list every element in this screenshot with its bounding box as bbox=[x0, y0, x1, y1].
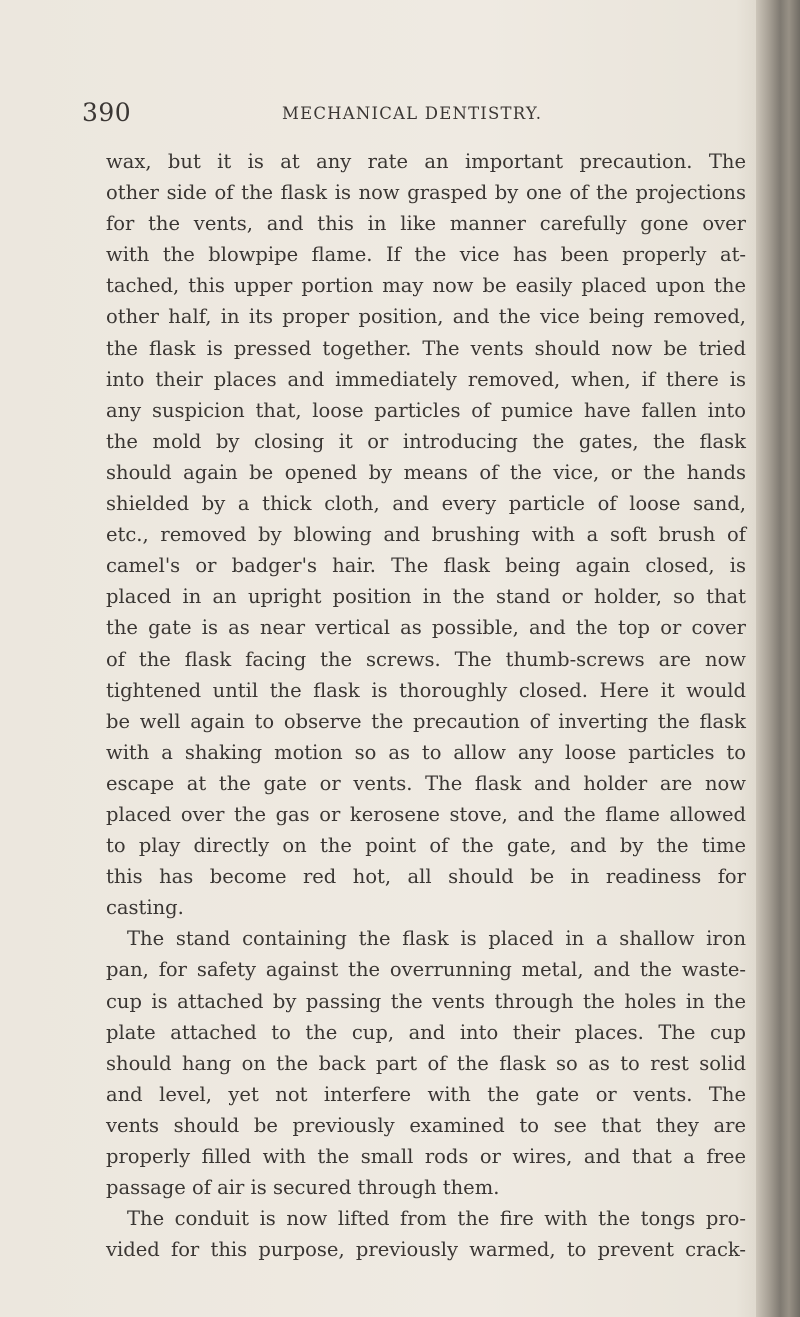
running-head: MECHANICAL DENTISTRY. bbox=[282, 104, 543, 123]
text-line: should again be opened by means of the vice, or the hands bbox=[106, 460, 746, 484]
text-line: casting. bbox=[106, 896, 184, 920]
text-line: other side of the flask is now grasped by one of the projections bbox=[106, 181, 746, 205]
page-binding-edge bbox=[756, 0, 800, 1317]
text-line: to play directly on the point of the gate, and by the time bbox=[106, 834, 746, 858]
text-line: other half, in its proper position, and the vice being removed, bbox=[106, 305, 746, 329]
body-text bbox=[106, 146, 746, 1265]
text-line: tightened until the flask is thoroughly closed. Here it would bbox=[106, 678, 746, 702]
text-line: any suspicion that, loose particles of pumice have fallen into bbox=[106, 398, 746, 422]
text-line: camel's or badger's hair. The flask being again closed, is bbox=[106, 554, 746, 578]
text-line: wax, but it is at any rate an important precaution. The bbox=[106, 150, 746, 173]
text-line: of the flask facing the screws. The thumb-screws are now bbox=[106, 647, 746, 671]
text-line: shielded by a thick cloth, and every particle of loose sand, bbox=[106, 492, 746, 516]
text-line: the gate is as near vertical as possible, and the top or cover bbox=[106, 616, 746, 640]
text-line: the mold by closing it or introducing the gates, the flask bbox=[106, 429, 746, 453]
text-line: vents should be previously examined to see that they are bbox=[106, 1113, 746, 1137]
text-line: tached, this upper portion may now be easily placed upon the bbox=[106, 274, 746, 298]
text-line: the flask is pressed together. The vents should now be tried bbox=[106, 336, 746, 360]
text-line: cup is attached by passing the vents through the holes in the bbox=[106, 989, 746, 1013]
text-line: should hang on the back part of the flask so as to rest solid bbox=[106, 1051, 746, 1075]
text-line: with a shaking motion so as to allow any loose particles to bbox=[106, 740, 746, 764]
text-line: passage of air is secured through them. bbox=[106, 1176, 500, 1200]
page-number: 390 bbox=[82, 98, 132, 127]
page-header bbox=[82, 98, 752, 128]
text-line: into their places and immediately removed, when, if there is bbox=[106, 367, 746, 391]
text-line: and level, yet not interfere with the gate or vents. The bbox=[106, 1082, 746, 1106]
text-line: be well again to observe the precaution of inverting the flask bbox=[106, 709, 746, 733]
text-line: for the vents, and this in like manner carefully gone over bbox=[106, 212, 746, 236]
text-line: with the blowpipe flame. If the vice has been properly at- bbox=[106, 243, 746, 267]
text-line: placed in an upright position in the stand or holder, so that bbox=[106, 585, 746, 609]
text-line: placed over the gas or kerosene stove, and the flame allowed bbox=[106, 802, 746, 826]
text-line: escape at the gate or vents. The flask and holder are now bbox=[106, 771, 746, 795]
text-line: The stand containing the flask is placed in a shallow iron bbox=[127, 927, 746, 951]
text-line: properly filled with the small rods or wires, and that a free bbox=[106, 1145, 746, 1168]
text-line: The conduit is now lifted from the fire with the tongs pro- bbox=[127, 1207, 746, 1231]
text-line: vided for this purpose, previously warmed, to prevent crack- bbox=[106, 1238, 746, 1262]
text-line: this has become red hot, all should be in readiness for bbox=[106, 865, 746, 889]
text-line: pan, for safety against the overrunning metal, and the waste- bbox=[106, 958, 746, 982]
text-line: plate attached to the cup, and into their places. The cup bbox=[106, 1020, 746, 1044]
text-line: etc., removed by blowing and brushing with a soft brush of bbox=[106, 523, 746, 547]
